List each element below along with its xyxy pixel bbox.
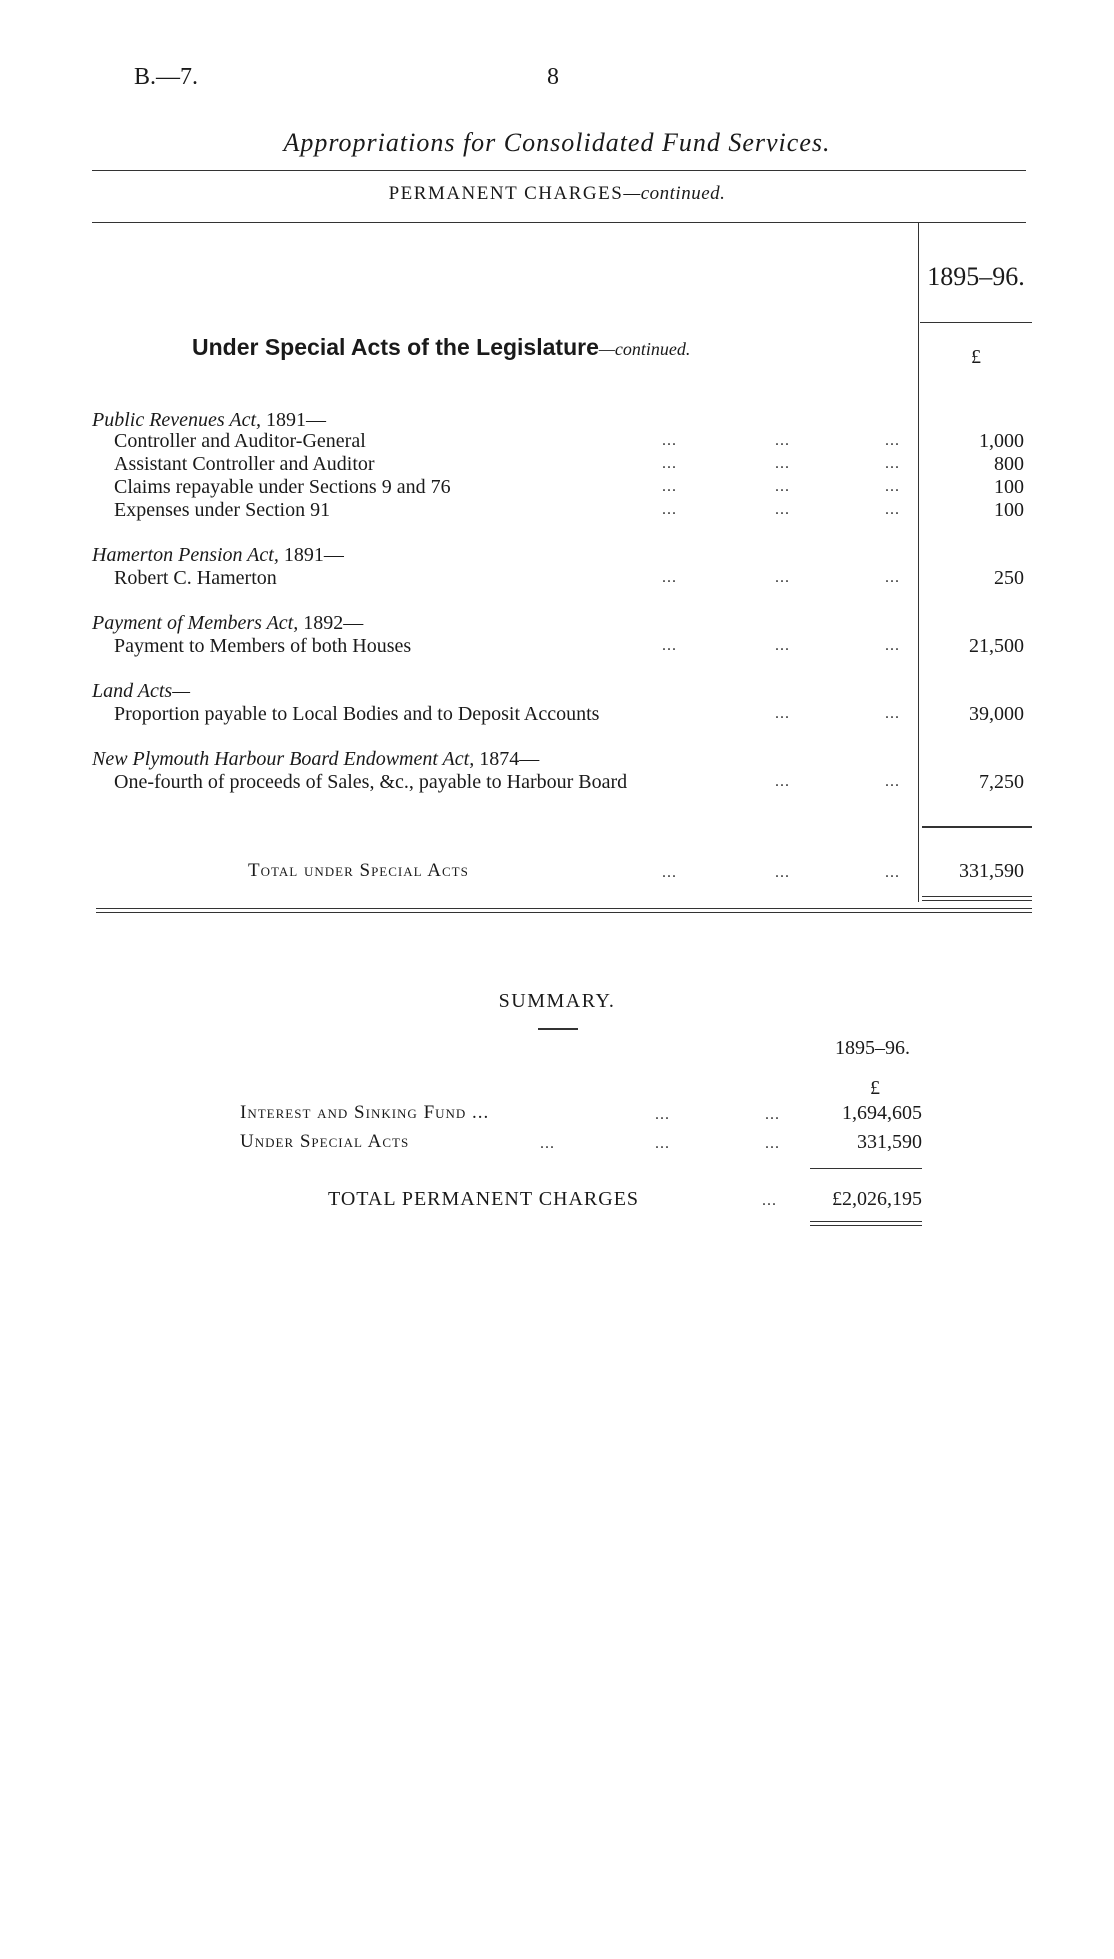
leader-dots: ... xyxy=(775,864,790,881)
table-bottom-rule-2 xyxy=(96,912,1032,913)
line-item-label: Controller and Auditor-General xyxy=(114,430,366,452)
act-heading xyxy=(92,409,326,432)
total-label: Total under Special Acts xyxy=(248,860,469,881)
line-item-amount: 250 xyxy=(994,567,1024,589)
act-name: Payment of Members Act, xyxy=(92,612,299,634)
leader-dots: ... xyxy=(885,569,900,586)
leader-dots: ... xyxy=(775,773,790,790)
summary-year: 1895–96. xyxy=(835,1037,910,1059)
leader-dots: ... xyxy=(885,432,900,449)
summary-currency: £ xyxy=(870,1077,880,1099)
leader-dots: ... xyxy=(775,569,790,586)
subheading-text: PERMANENT CHARGES xyxy=(388,183,624,204)
line-item-amount: 1,000 xyxy=(979,430,1024,452)
leader-dots: ... xyxy=(775,455,790,472)
total-double-rule-top xyxy=(922,896,1032,897)
amount-column-divider xyxy=(918,222,919,902)
leader-dots: ... xyxy=(662,478,677,495)
title-rule xyxy=(92,170,1026,171)
year-rule xyxy=(920,322,1032,323)
amount-column-year: 1895–96. xyxy=(927,262,1025,291)
leader-dots: ... xyxy=(662,455,677,472)
section-heading-text: Under Special Acts of the Legislature xyxy=(192,334,599,360)
summary-row-amount: 1,694,605 xyxy=(842,1102,922,1124)
leader-dots: ... xyxy=(885,478,900,495)
summary-row-amount: 331,590 xyxy=(857,1131,922,1153)
summary-total-label: TOTAL PERMANENT CHARGES xyxy=(328,1188,640,1210)
line-item-label: Payment to Members of both Houses xyxy=(114,635,412,657)
subheading-continued: —continued. xyxy=(623,183,726,204)
summary-row-label: Under Special Acts xyxy=(240,1131,410,1152)
line-item-amount: 800 xyxy=(994,453,1024,475)
summary-total-rule-bottom xyxy=(810,1225,922,1226)
act-year: 1874— xyxy=(474,748,540,770)
leader-dots: ... xyxy=(885,705,900,722)
section-heading-continued: —continued. xyxy=(598,339,691,359)
subtotal-rule xyxy=(922,826,1032,828)
total-amount: 331,590 xyxy=(959,860,1024,882)
leader-dots: ... xyxy=(662,864,677,881)
act-year: 1892— xyxy=(298,612,364,634)
line-item-amount: 100 xyxy=(994,499,1024,521)
act-year: 1891— xyxy=(261,409,327,431)
leader-dots: ... xyxy=(775,637,790,654)
act-name: Public Revenues Act, xyxy=(92,409,262,431)
act-name: Land Acts— xyxy=(92,680,190,702)
leader-dots: ... xyxy=(662,569,677,586)
leader-dots: ... xyxy=(540,1135,555,1152)
leader-dots: ... xyxy=(765,1135,780,1152)
line-item-amount: 7,250 xyxy=(979,771,1024,793)
table-top-rule xyxy=(92,222,1026,223)
leader-dots: ... xyxy=(655,1135,670,1152)
total-double-rule-bottom xyxy=(922,900,1032,901)
leader-dots: ... xyxy=(885,773,900,790)
line-item-label: Proportion payable to Local Bodies and to Deposit Accounts xyxy=(114,703,600,725)
leader-dots: ... xyxy=(765,1106,780,1123)
leader-dots: ... xyxy=(885,455,900,472)
table-bottom-rule xyxy=(96,908,1032,909)
section-subheading xyxy=(0,183,1114,205)
act-heading xyxy=(92,612,363,635)
page-number: 8 xyxy=(547,64,559,90)
line-item-label: Assistant Controller and Auditor xyxy=(114,453,375,475)
leader-dots: ... xyxy=(762,1192,777,1209)
line-item-label: Robert C. Hamerton xyxy=(114,567,277,589)
leader-dots: ... xyxy=(775,432,790,449)
section-heading xyxy=(192,334,690,361)
summary-title-rule xyxy=(538,1028,578,1030)
leader-dots: ... xyxy=(885,637,900,654)
act-heading xyxy=(92,544,344,567)
leader-dots: ... xyxy=(662,432,677,449)
leader-dots: ... xyxy=(655,1106,670,1123)
act-heading xyxy=(92,748,539,771)
leader-dots: ... xyxy=(662,501,677,518)
summary-row-label: Interest and Sinking Fund ... xyxy=(240,1102,490,1123)
amount-column-currency: £ xyxy=(971,346,981,368)
page-title: Appropriations for Consolidated Fund Services. xyxy=(283,128,831,157)
line-item-amount: 39,000 xyxy=(969,703,1024,725)
summary-subtotal-rule xyxy=(810,1168,922,1169)
line-item-label: One-fourth of proceeds of Sales, &c., payable to Harbour Board xyxy=(114,771,628,793)
act-name: Hamerton Pension Act, xyxy=(92,544,279,566)
summary-total-rule-top xyxy=(810,1221,922,1222)
summary-total-amount: £2,026,195 xyxy=(832,1188,922,1210)
leader-dots: ... xyxy=(885,501,900,518)
leader-dots: ... xyxy=(662,637,677,654)
act-name: New Plymouth Harbour Board Endowment Act, xyxy=(92,748,475,770)
act-year: 1891— xyxy=(278,544,344,566)
leader-dots: ... xyxy=(775,478,790,495)
line-item-label: Expenses under Section 91 xyxy=(114,499,331,521)
leader-dots: ... xyxy=(775,705,790,722)
leader-dots: ... xyxy=(775,501,790,518)
act-heading xyxy=(92,680,190,703)
line-item-label: Claims repayable under Sections 9 and 76 xyxy=(114,476,451,498)
line-item-amount: 21,500 xyxy=(969,635,1024,657)
leader-dots: ... xyxy=(885,864,900,881)
document-reference: B.—7. xyxy=(134,64,199,90)
line-item-amount: 100 xyxy=(994,476,1024,498)
summary-title: SUMMARY. xyxy=(498,990,616,1012)
